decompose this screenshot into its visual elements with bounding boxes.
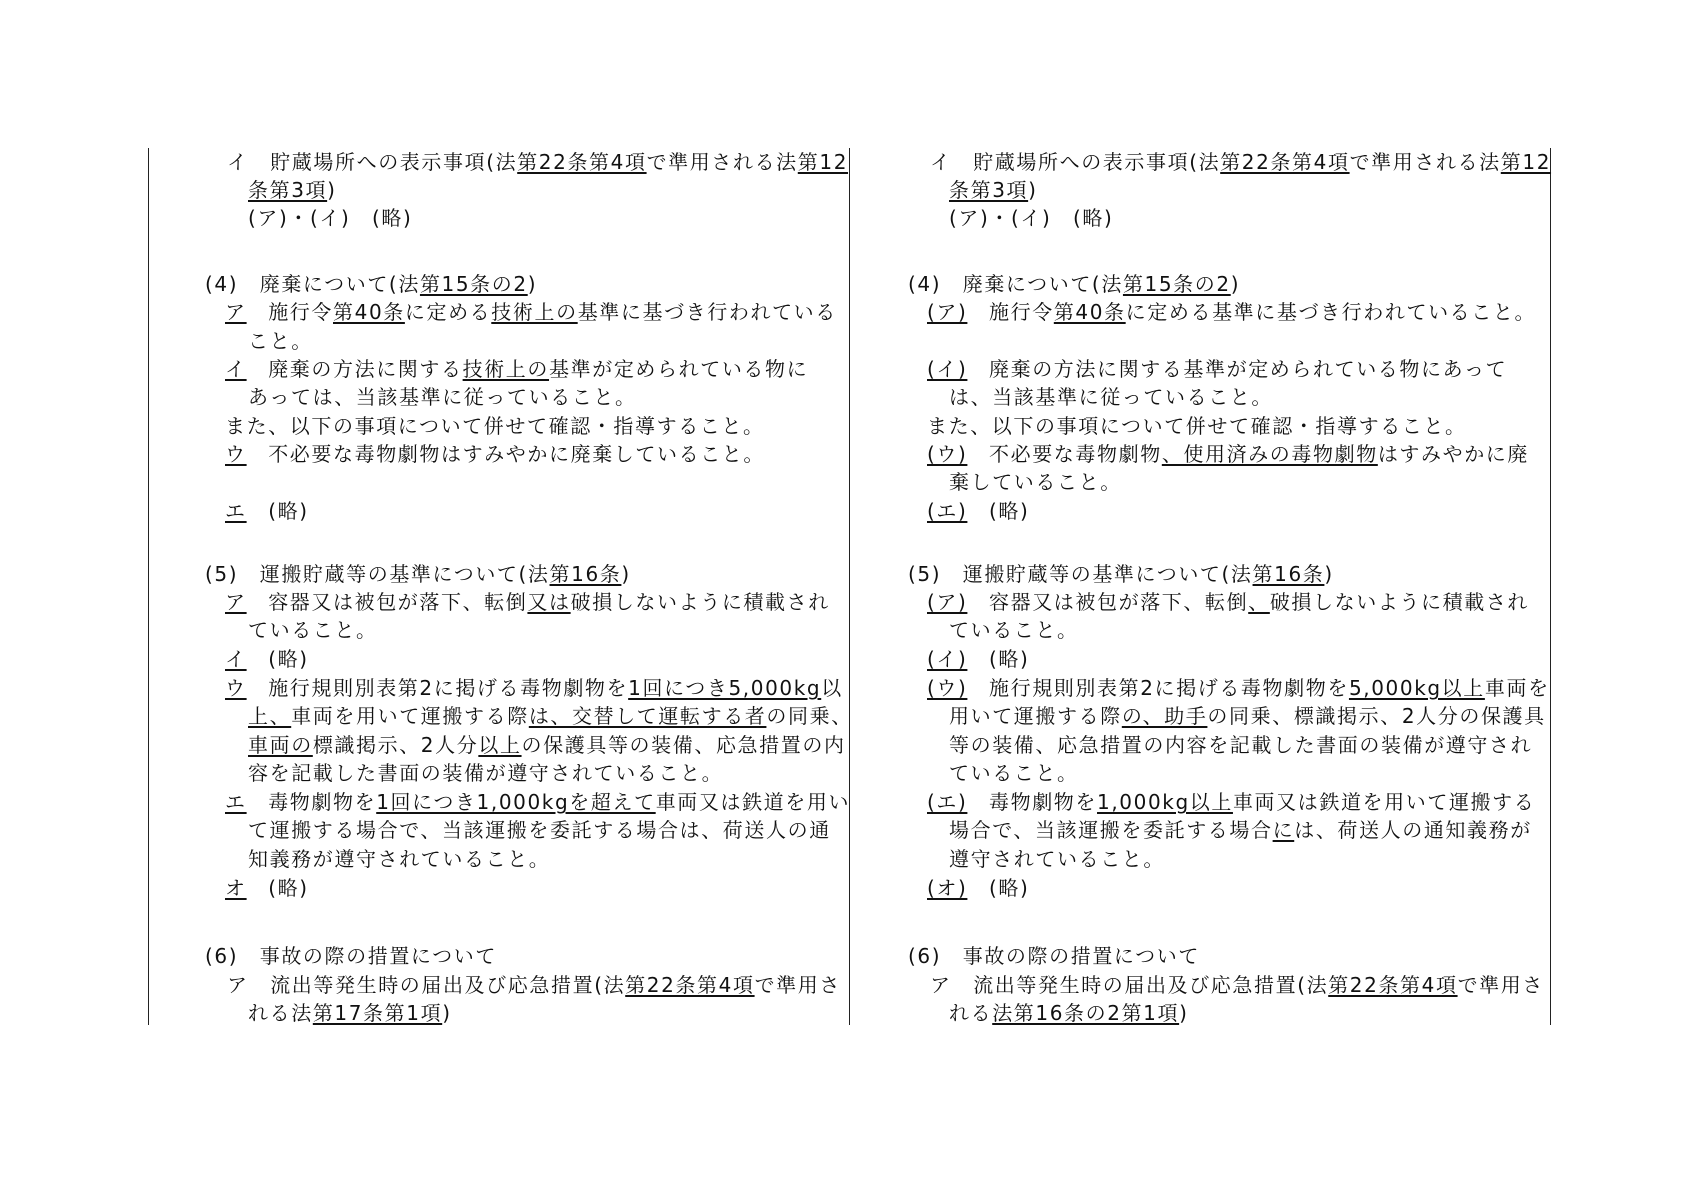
- underlined-amendment-text: 第22条第4項: [1328, 973, 1458, 997]
- text-segment: の保護具等の装備、応急措置の内: [521, 733, 846, 757]
- text-segment: (ア)・(イ) (略): [248, 206, 413, 230]
- text-segment: 等の装備、応急措置の内容を記載した書面の装備が遵守され: [949, 733, 1533, 757]
- underlined-amendment-text: 第22条第4項: [1220, 150, 1350, 174]
- underlined-amendment-text: 、使用済みの毒物劇物: [1161, 442, 1378, 466]
- underlined-amendment-text: ウ: [225, 442, 247, 466]
- text-line: [927, 356, 1507, 382]
- underlined-amendment-text: に: [1272, 818, 1295, 842]
- underlined-amendment-text: 以上: [478, 733, 522, 757]
- text-segment: また、以下の事項について併せて確認・指導すること。: [225, 414, 765, 438]
- text-segment: で準用さ: [754, 973, 841, 997]
- text-segment: 基準に基づき行われている: [577, 300, 837, 324]
- underlined-amendment-text: 第16条: [1252, 562, 1325, 586]
- text-line: [949, 817, 1532, 843]
- underlined-amendment-text: 、: [1248, 590, 1270, 614]
- underlined-amendment-text: 第15条の2: [419, 272, 528, 296]
- text-segment: ていること。: [949, 618, 1079, 642]
- text-segment: 不必要な毒物劇物: [967, 442, 1162, 466]
- text-line: [927, 789, 1535, 815]
- text-segment: ): [1028, 178, 1038, 202]
- text-line: [908, 561, 1334, 587]
- text-line: [949, 703, 1546, 729]
- text-segment: で準用される法: [646, 150, 798, 174]
- text-line: [930, 972, 1544, 998]
- text-segment: (6) 事故の際の措置について: [205, 944, 497, 968]
- text-line: [927, 498, 1029, 524]
- text-line: [927, 589, 1529, 615]
- text-segment: こと。: [248, 329, 313, 353]
- text-segment: 基準が定められている物に: [549, 357, 809, 381]
- text-segment: 毒物劇物を: [246, 790, 377, 814]
- text-segment: 不必要な毒物劇物はすみやかに廃棄していること。: [246, 442, 766, 466]
- underlined-amendment-text: (ウ): [927, 676, 968, 700]
- text-segment: 施行規則別表第2に掲げる毒物劇物を: [967, 676, 1349, 700]
- underlined-amendment-text: 5,000kg以上: [1348, 676, 1485, 700]
- text-segment: 廃棄の方法に関する基準が定められている物にあって: [967, 357, 1508, 381]
- underlined-amendment-text: 第40条: [333, 300, 405, 324]
- text-line: [949, 205, 1113, 231]
- text-segment: ていること。: [949, 761, 1079, 785]
- underlined-amendment-text: 第12: [797, 150, 849, 174]
- text-segment: 毒物劇物を: [967, 790, 1098, 814]
- text-line: [908, 943, 1200, 969]
- text-segment: に定める: [404, 300, 492, 324]
- text-segment: (略): [967, 647, 1030, 671]
- text-line: [949, 1000, 1189, 1026]
- text-segment: 車両を用いて運搬する際: [291, 704, 529, 728]
- text-segment: ア 流出等発生時の届出及び応急措置(法: [227, 973, 626, 997]
- underlined-amendment-text: は、交替して運転する者: [528, 704, 767, 728]
- underlined-amendment-text: (ウ): [927, 442, 968, 466]
- text-segment: (6) 事故の際の措置について: [908, 944, 1200, 968]
- text-segment: イ 貯蔵場所への表示事項(法: [227, 150, 518, 174]
- underlined-amendment-text: イ: [225, 647, 247, 671]
- text-segment: (略): [246, 876, 309, 900]
- text-segment: イ 貯蔵場所への表示事項(法: [930, 150, 1221, 174]
- text-segment: 容器又は被包が落下、転倒: [967, 590, 1249, 614]
- text-line: [908, 271, 1240, 297]
- text-segment: で準用さ: [1457, 973, 1544, 997]
- text-line: [949, 177, 1038, 203]
- text-segment: (略): [967, 876, 1030, 900]
- underlined-amendment-text: ア: [225, 590, 247, 614]
- underlined-amendment-text: 第17条第1項: [312, 1001, 443, 1025]
- underlined-amendment-text: の、助手: [1121, 704, 1208, 728]
- underlined-amendment-text: (エ): [927, 790, 968, 814]
- text-segment: ): [1230, 272, 1241, 296]
- text-segment: (5) 運搬貯蔵等の基準について(法: [205, 562, 550, 586]
- text-line: [949, 760, 1079, 786]
- underlined-amendment-text: (ア): [927, 590, 968, 614]
- text-segment: は、荷送人の通知義務が: [1294, 818, 1532, 842]
- underlined-amendment-text: ア: [225, 300, 247, 324]
- text-segment: 場合で、当該運搬を委託する場合: [949, 818, 1273, 842]
- text-segment: に定める基準に基づき行われていること。: [1125, 300, 1537, 324]
- text-segment: (略): [246, 499, 309, 523]
- text-segment: ): [527, 272, 538, 296]
- text-line: [949, 384, 1273, 410]
- underlined-amendment-text: 1,000kg以上: [1097, 790, 1233, 814]
- text-segment: 標識掲示、2人分: [312, 733, 479, 757]
- text-segment: 破損しないように積載され: [1269, 590, 1530, 614]
- underlined-amendment-text: 第22条第4項: [517, 150, 647, 174]
- text-segment: また、以下の事項について併せて確認・指導すること。: [927, 414, 1467, 438]
- text-segment: ): [1324, 562, 1334, 586]
- underlined-amendment-text: イ: [225, 357, 247, 381]
- text-segment: あっては、当該基準に従っていること。: [248, 385, 637, 409]
- text-segment: ア 流出等発生時の届出及び応急措置(法: [930, 973, 1329, 997]
- text-segment: ): [327, 178, 337, 202]
- underlined-amendment-text: 第22条第4項: [625, 973, 755, 997]
- text-segment: 容器又は被包が落下、転倒: [246, 590, 528, 614]
- text-segment: 容を記載した書面の装備が遵守されていること。: [248, 761, 724, 785]
- text-segment: 施行令: [967, 300, 1054, 324]
- text-segment: はすみやかに廃: [1377, 442, 1530, 466]
- text-segment: ): [1179, 1001, 1189, 1025]
- text-segment: て運搬する場合で、当該運搬を委託する場合は、荷送人の通: [248, 818, 831, 842]
- underlined-amendment-text: 第15条の2: [1122, 272, 1231, 296]
- text-line: [949, 617, 1079, 643]
- text-segment: は、当該基準に従っていること。: [949, 385, 1273, 409]
- text-segment: れる: [949, 1001, 993, 1025]
- text-line: [949, 469, 1122, 495]
- text-segment: 車両又は鉄道を用い: [655, 790, 851, 814]
- underlined-amendment-text: 第40条: [1053, 300, 1126, 324]
- text-segment: 棄していること。: [949, 470, 1122, 494]
- text-segment: ていること。: [248, 618, 378, 642]
- text-segment: 廃棄の方法に関する: [246, 357, 463, 381]
- text-segment: 用いて運搬する際: [949, 704, 1122, 728]
- text-line: [927, 413, 1467, 439]
- underlined-amendment-text: 条第3項: [248, 178, 328, 202]
- underlined-amendment-text: 上、: [248, 704, 292, 728]
- text-segment: ): [442, 1001, 452, 1025]
- text-segment: 施行令: [246, 300, 334, 324]
- text-line: [927, 675, 1550, 701]
- text-line: [927, 299, 1536, 325]
- text-segment: の同乗、: [766, 704, 853, 728]
- underlined-amendment-text: 技術上の: [491, 300, 578, 324]
- underlined-amendment-text: 1回につき5,000kg: [628, 676, 822, 700]
- text-line: [930, 149, 1551, 175]
- underlined-amendment-text: 条第3項: [949, 178, 1029, 202]
- underlined-amendment-text: 技術上の: [462, 357, 550, 381]
- underlined-amendment-text: (オ): [927, 876, 968, 900]
- text-segment: ): [621, 562, 631, 586]
- text-segment: の同乗、標識掲示、2人分の保護具: [1207, 704, 1546, 728]
- text-segment: (4) 廃棄について(法: [908, 272, 1123, 296]
- underlined-amendment-text: オ: [225, 876, 247, 900]
- text-segment: (略): [967, 499, 1030, 523]
- text-segment: 車両又は鉄道を用いて運搬する: [1232, 790, 1536, 814]
- text-line: [927, 875, 1029, 901]
- text-segment: (ア)・(イ) (略): [949, 206, 1114, 230]
- text-segment: (5) 運搬貯蔵等の基準について(法: [908, 562, 1253, 586]
- underlined-amendment-text: エ: [225, 499, 247, 523]
- underlined-amendment-text: 又は: [527, 590, 571, 614]
- text-segment: 以: [821, 676, 843, 700]
- text-segment: 車両を: [1484, 676, 1550, 700]
- underlined-amendment-text: 第16条: [549, 562, 622, 586]
- underlined-amendment-text: (エ): [927, 499, 968, 523]
- text-line: [949, 732, 1532, 758]
- text-segment: 施行規則別表第2に掲げる毒物劇物を: [246, 676, 629, 700]
- text-line: [927, 441, 1529, 467]
- underlined-amendment-text: (イ): [927, 647, 968, 671]
- text-segment: 破損しないように積載され: [570, 590, 830, 614]
- text-segment: (4) 廃棄について(法: [205, 272, 420, 296]
- underlined-amendment-text: (ア): [927, 300, 968, 324]
- text-line: [927, 646, 1029, 672]
- text-line: [949, 846, 1165, 872]
- underlined-amendment-text: 車両の: [248, 733, 313, 757]
- underlined-amendment-text: エ: [225, 790, 247, 814]
- text-segment: (略): [246, 647, 309, 671]
- underlined-amendment-text: 法第16条の2第1項: [992, 1001, 1180, 1025]
- text-segment: 遵守されていること。: [949, 847, 1165, 871]
- underlined-amendment-text: 第12: [1500, 150, 1552, 174]
- text-segment: れる法: [248, 1001, 313, 1025]
- text-segment: 知義務が遵守されていること。: [248, 847, 551, 871]
- underlined-amendment-text: 1回につき1,000kgを超えて: [376, 790, 656, 814]
- text-segment: で準用される法: [1349, 150, 1501, 174]
- underlined-amendment-text: ウ: [225, 676, 247, 700]
- underlined-amendment-text: (イ): [927, 357, 968, 381]
